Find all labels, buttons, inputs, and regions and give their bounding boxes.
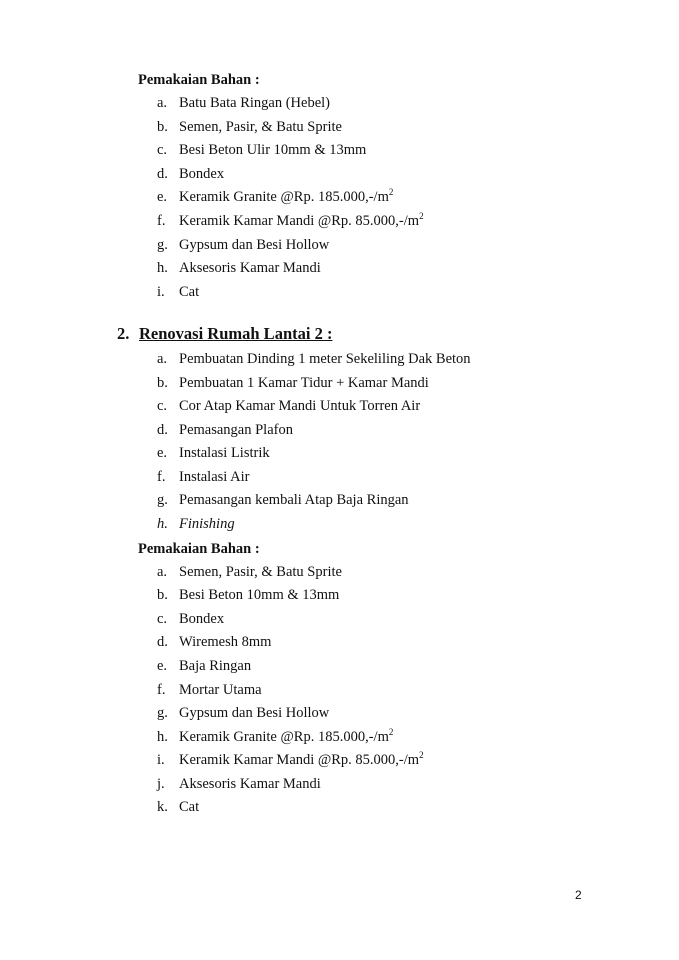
item-text: Besi Beton Ulir 10mm & 13mm (179, 142, 367, 158)
item-marker: i. (157, 752, 165, 768)
item-marker: d. (157, 422, 168, 438)
material-item (157, 798, 199, 816)
material-item (157, 259, 321, 277)
superscript-2: 2 (419, 750, 424, 760)
item-text: Keramik Kamar Mandi @Rp. 85.000,-/m (179, 752, 420, 768)
item-text: Keramik Granite @Rp. 185.000,-/m (179, 729, 389, 745)
superscript-2: 2 (419, 211, 424, 221)
item-text: Semen, Pasir, & Batu Sprite (179, 119, 342, 135)
item-text: Bondex (179, 611, 225, 627)
material-item (157, 751, 424, 769)
item-marker: j. (157, 776, 165, 792)
item-marker: h. (157, 260, 168, 276)
item-marker: g. (157, 237, 168, 253)
section-number: 2. (117, 324, 130, 343)
item-text: Aksesoris Kamar Mandi (179, 776, 321, 792)
material-item (157, 681, 262, 699)
item-text: Mortar Utama (179, 682, 262, 698)
item-marker: a. (157, 95, 168, 111)
work-item (157, 468, 249, 486)
item-marker: b. (157, 119, 168, 135)
material-item (157, 188, 393, 206)
item-text: Bondex (179, 166, 225, 182)
materials-heading-1: Pemakaian Bahan : (138, 72, 260, 88)
work-item (157, 421, 293, 439)
item-marker: c. (157, 142, 168, 158)
item-text: Instalasi Air (179, 469, 250, 485)
material-item (157, 283, 199, 301)
item-marker: k. (157, 799, 168, 815)
item-marker: b. (157, 587, 168, 603)
item-text: Instalasi Listrik (179, 445, 270, 461)
item-text: Pemasangan kembali Atap Baja Ringan (179, 492, 409, 508)
material-item (157, 633, 271, 651)
material-item (157, 212, 424, 230)
material-item (157, 586, 339, 604)
item-text: Cat (179, 284, 200, 300)
item-text: Gypsum dan Besi Hollow (179, 237, 330, 253)
item-text: Pembuatan 1 Kamar Tidur + Kamar Mandi (179, 375, 429, 391)
superscript-2: 2 (388, 187, 394, 197)
material-item (157, 775, 321, 793)
item-text: Besi Beton 10mm & 13mm (179, 587, 340, 603)
item-marker: g. (157, 705, 168, 721)
item-marker: a. (157, 564, 168, 580)
material-item (157, 610, 224, 628)
work-item (157, 374, 429, 392)
item-marker: h. (157, 516, 168, 532)
item-marker: c. (157, 611, 168, 627)
item-text: Cor Atap Kamar Mandi Untuk Torren Air (179, 398, 421, 414)
item-marker: g. (157, 492, 168, 508)
work-item (157, 491, 409, 509)
item-marker: b. (157, 375, 168, 391)
item-marker: f. (157, 469, 166, 485)
section-title (117, 324, 332, 344)
item-marker: e. (157, 445, 168, 461)
material-item (157, 165, 224, 183)
item-text: Semen, Pasir, & Batu Sprite (179, 564, 342, 580)
item-marker: d. (157, 166, 168, 182)
item-marker: f. (157, 213, 166, 229)
item-marker: a. (157, 351, 168, 367)
page-number: 2 (575, 888, 582, 902)
work-item (157, 397, 420, 415)
item-marker: c. (157, 398, 168, 414)
material-item (157, 657, 251, 675)
item-marker: f. (157, 682, 166, 698)
item-marker: d. (157, 634, 168, 650)
item-text: Batu Bata Ringan (Hebel) (179, 95, 330, 111)
material-item (157, 563, 342, 581)
section-title-text: Renovasi Rumah Lantai 2 : (139, 324, 333, 343)
item-text: Baja Ringan (179, 658, 252, 674)
item-marker: i. (157, 284, 165, 300)
item-text: Keramik Kamar Mandi @Rp. 85.000,-/m (179, 213, 420, 229)
item-text: Wiremesh 8mm (179, 634, 272, 650)
item-text: Aksesoris Kamar Mandi (179, 260, 321, 276)
item-marker: e. (157, 658, 168, 674)
material-item (157, 728, 393, 746)
item-marker: h. (157, 729, 168, 745)
materials-heading-2: Pemakaian Bahan : (138, 541, 260, 557)
material-item (157, 704, 329, 722)
material-item (157, 118, 342, 136)
item-text: Finishing (179, 516, 235, 532)
work-item (157, 444, 270, 462)
material-item (157, 236, 329, 254)
superscript-2: 2 (388, 727, 394, 737)
item-text: Keramik Granite @Rp. 185.000,-/m (179, 189, 389, 205)
item-text: Cat (179, 799, 200, 815)
item-text: Pemasangan Plafon (179, 422, 293, 438)
work-item (157, 350, 471, 368)
item-text: Pembuatan Dinding 1 meter Sekeliling Dak Beton (179, 351, 471, 367)
material-item (157, 141, 366, 159)
work-item (157, 515, 235, 533)
item-text: Gypsum dan Besi Hollow (179, 705, 330, 721)
item-marker: e. (157, 189, 168, 205)
material-item (157, 94, 330, 112)
